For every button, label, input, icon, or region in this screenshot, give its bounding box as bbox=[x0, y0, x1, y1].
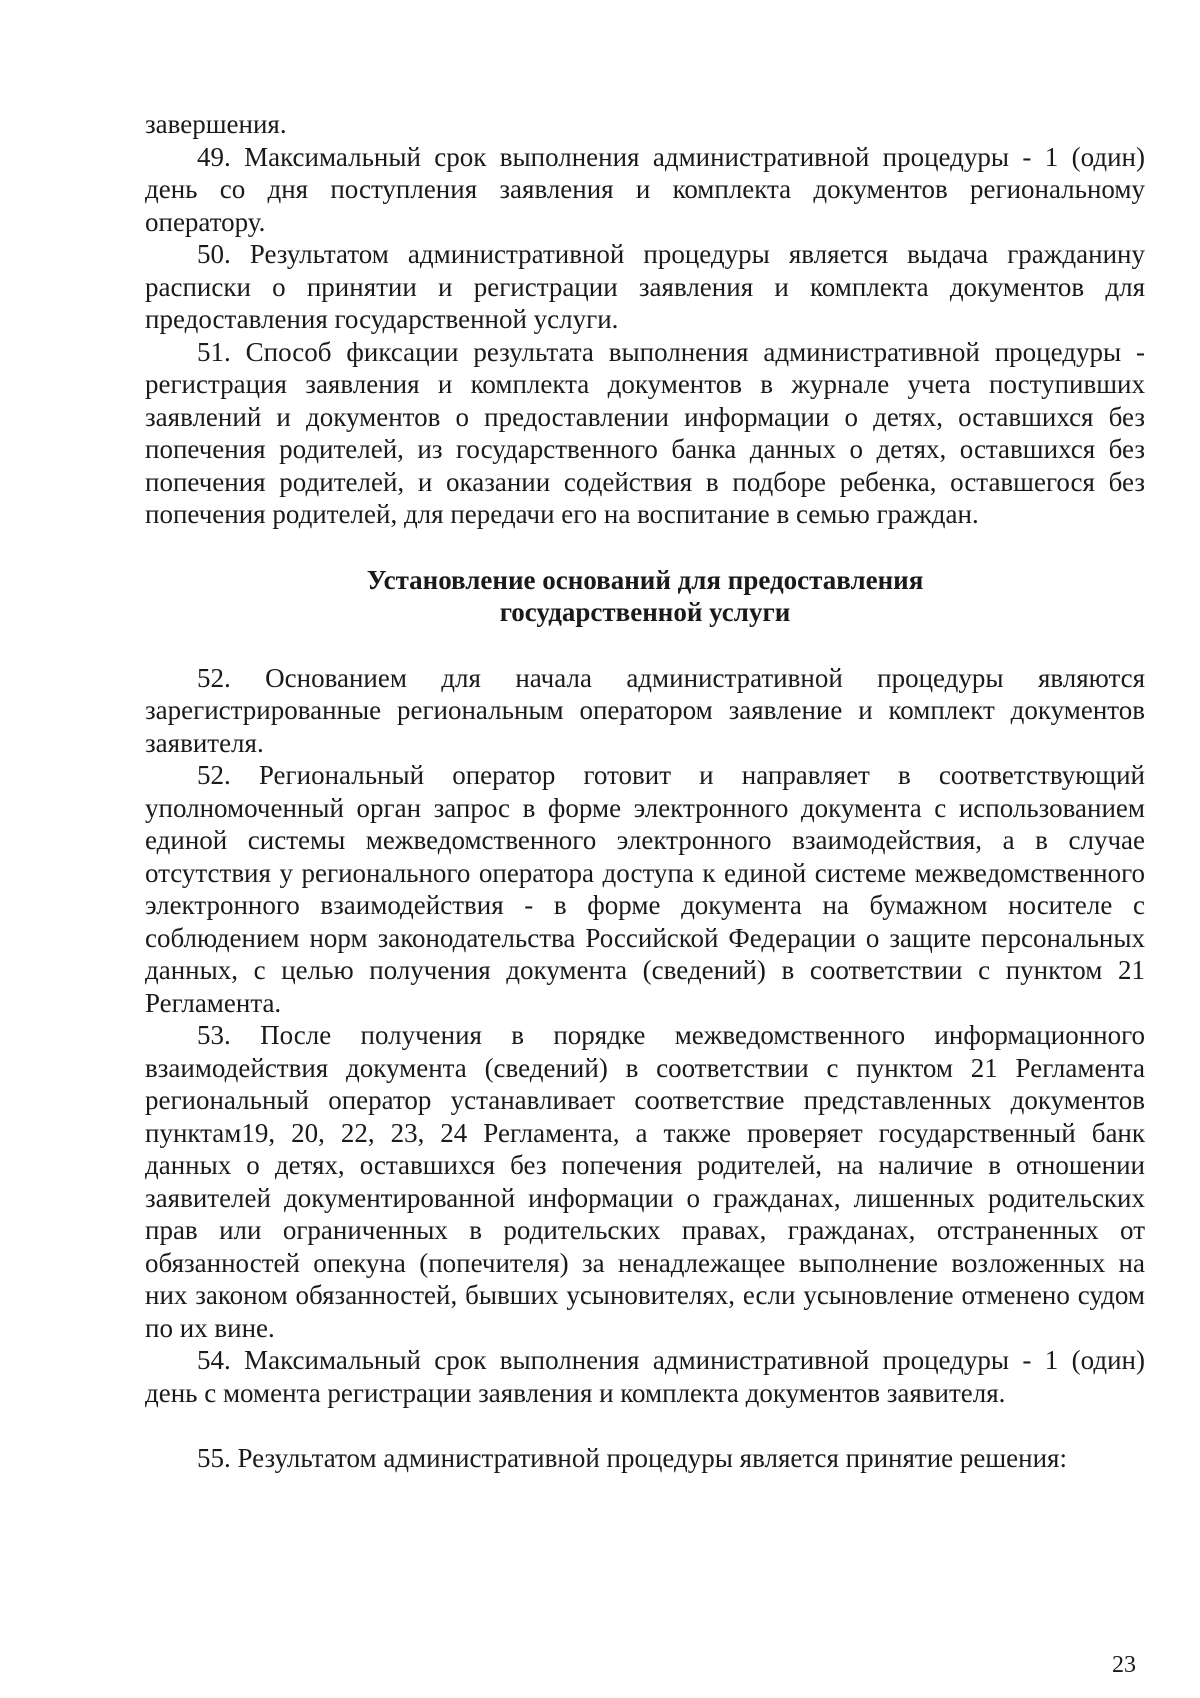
paragraph-50: 50. Результатом административной процедуры является выдача гражданину расписки о принятии и регистрации заявления и комплекта документов для предоставления государственной услуги. bbox=[145, 239, 1145, 334]
section-heading-line-1: Установление оснований для предоставления bbox=[366, 564, 924, 595]
paragraph-52b: 52. Региональный оператор готовит и направляет в соответствующий уполномоченный орган запрос в форме электронного документа с использованием единой системы межведомственного электронного взаимодействия, а в случае отсутствия у регионального оператора доступа к единой системе межведомственного электронного взаимодействия - в форме документа на бумажном носителе с соблюдением норм законодательства Российской Федерации о защите персональных данных, с целью получения документа (сведений) в соответствии с пунктом 21 Регламента. bbox=[145, 760, 1145, 1018]
paragraph-55: 55. Результатом административной процедуры является принятие решения: bbox=[197, 1443, 1067, 1473]
page-number: 23 bbox=[1112, 1652, 1136, 1678]
document-page bbox=[145, 108, 1145, 1475]
paragraph-52a: 52. Основанием для начала административной процедуры являются зарегистрированные региональным оператором заявление и комплект документов заявителя. bbox=[145, 662, 1145, 758]
section-heading bbox=[145, 564, 1145, 629]
section-heading-line-2: государственной услуги bbox=[499, 597, 791, 627]
paragraph-53: 53. После получения в порядке межведомственного информационного взаимодействия документа (сведений) в соответствии с пунктом 21 Регламента региональный оператор устанавливает соответствие представленных документов пунктам19, 20, 22, 23, 24 Регламента, а также проверяет государственный банк данных о детях, оставшихся без попечения родителей, на наличие в отношении заявителей документированной информации о гражданах, лишенных родительских прав или ограниченных в родительских правах, гражданах, отстраненных от обязанностей опекуна (попечителя) за ненадлежащее выполнение возложенных на них законом обязанностей, бывших усыновителях, если усыновление отменено судом по их вине. bbox=[145, 1020, 1145, 1343]
paragraph-51: 51. Способ фиксации результата выполнения административной процедуры - регистрация заявления и комплекта документов в журнале учета поступивших заявлений и документов о предоставлении информации о детях, оставшихся без попечения родителей, из государственного банка данных о детях, оставшихся без попечения родителей, и оказании содействия в подборе ребенка, оставшегося без попечения родителей, для передачи его на воспитание в семью граждан. bbox=[145, 336, 1145, 529]
paragraph-54: 54. Максимальный срок выполнения административной процедуры - 1 (один) день с момента регистрации заявления и комплекта документов заявителя. bbox=[145, 1345, 1145, 1408]
paragraph-continuation: завершения. bbox=[145, 109, 287, 139]
paragraph-49: 49. Максимальный срок выполнения административной процедуры - 1 (один) день со дня поступления заявления и комплекта документов региональному оператору. bbox=[145, 141, 1145, 237]
